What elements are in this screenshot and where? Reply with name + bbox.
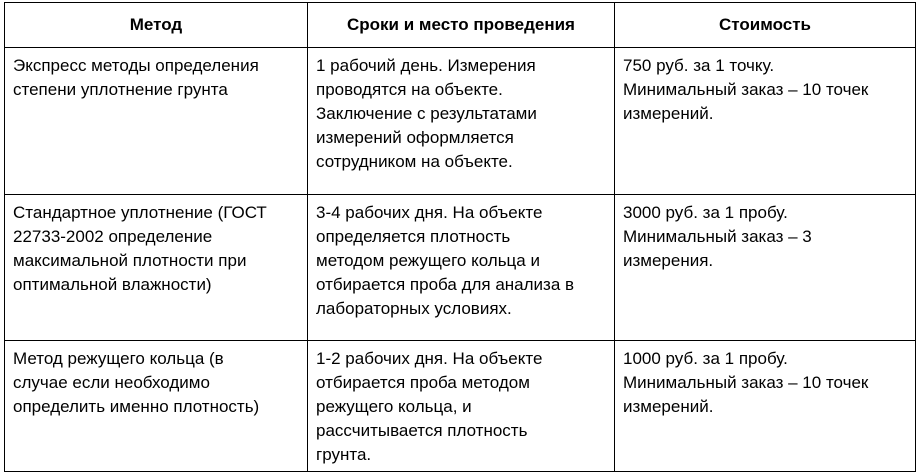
table-row [5,341,916,472]
pricing-table [4,2,916,472]
cell-method: Стандартное уплотнение (ГОСТ 22733-2002 определение максимальной плотности при оптимальной влажности) [5,195,308,341]
header-method: Метод [5,3,308,48]
cell-cost: 3000 руб. за 1 пробу. Минимальный заказ – 3 измерения. [615,195,916,341]
cell-cost: 750 руб. за 1 точку. Минимальный заказ – 10 точек измерений. [615,48,916,195]
cell-terms: 1-2 рабочих дня. На объекте отбирается проба методом режущего кольца, и рассчитывается плотность грунта. [308,341,615,472]
cell-terms: 3-4 рабочих дня. На объекте определяется плотность методом режущего кольца и отбирается проба для анализа в лабораторных условиях. [308,195,615,341]
table-row [5,195,916,341]
header-terms: Сроки и место проведения [308,3,615,48]
table-header-row [5,3,916,48]
table-row [5,48,916,195]
header-cost: Стоимость [615,3,916,48]
cell-cost: 1000 руб. за 1 пробу. Минимальный заказ – 10 точек измерений. [615,341,916,472]
cell-method: Метод режущего кольца (в случае если необходимо определить именно плотность) [5,341,308,472]
cell-method: Экспресс методы определения степени уплотнение грунта [5,48,308,195]
cell-terms: 1 рабочий день. Измерения проводятся на объекте. Заключение с результатами измерений оформляется сотрудником на объекте. [308,48,615,195]
